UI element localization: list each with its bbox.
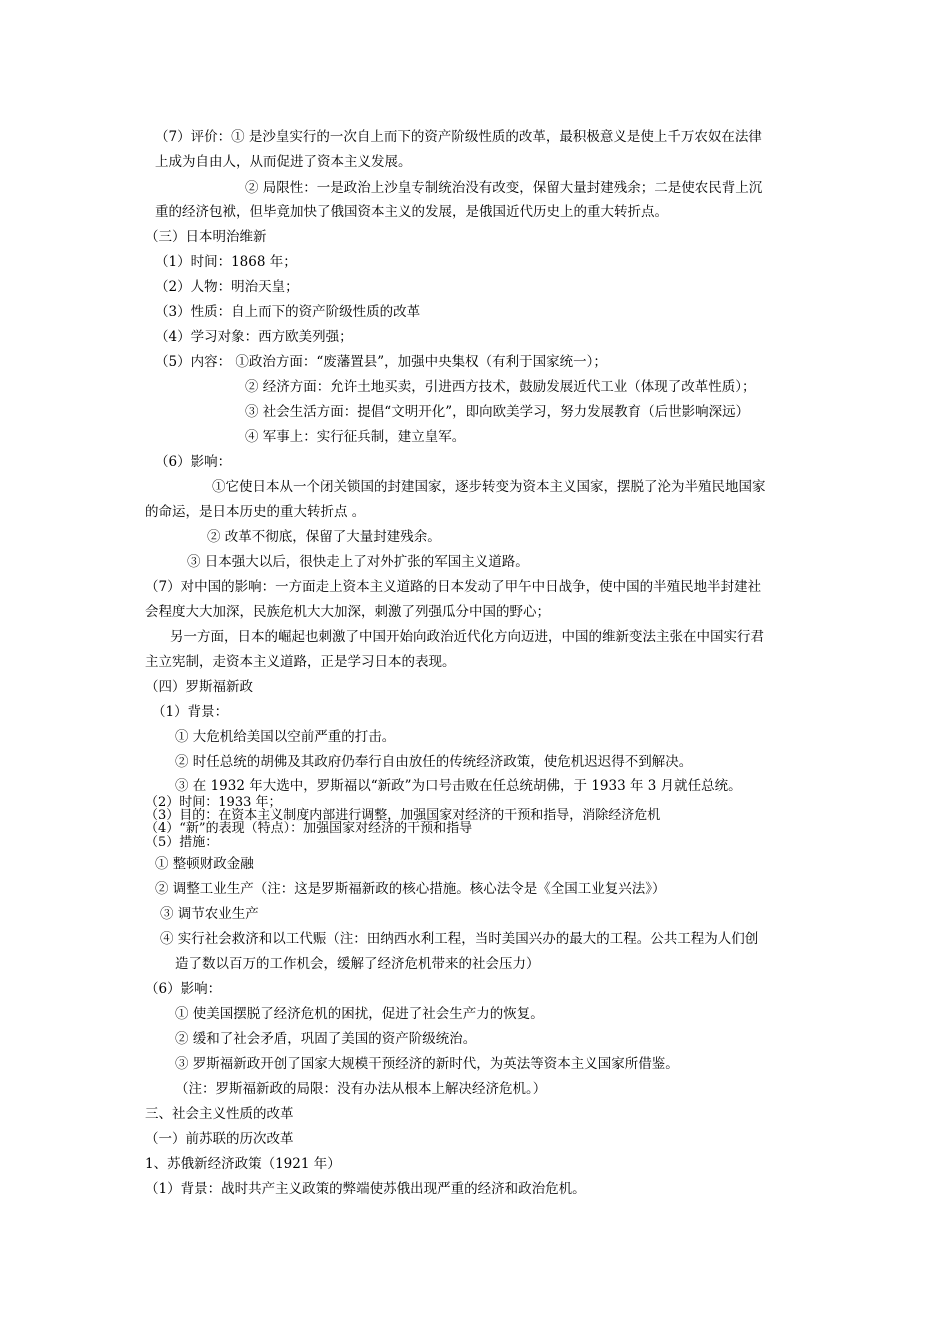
text-line: （5）内容： ①政治方面：“废藩置县”，加强中央集权（有利于国家统一）；: [155, 354, 607, 370]
text-line: （5）措施：: [145, 835, 219, 850]
text-line: 上成为自由人，从而促进了资本主义发展。: [155, 154, 412, 170]
text-line: （2）人物：明治天皇；: [155, 279, 299, 295]
text-line: （3）目的：在资本主义制度内部进行调整，加强国家对经济的干预和指导，消除经济危机: [145, 808, 661, 823]
text-line: ② 时任总统的胡佛及其政府仍奉行自由放任的传统经济政策，使危机迟迟得不到解决。: [175, 754, 693, 770]
text-line: ④ 军事上：实行征兵制，建立皇军。: [245, 429, 466, 445]
section-heading: 三、社会主义性质的改革: [145, 1106, 294, 1122]
section-heading: （一）前苏联的历次改革: [145, 1131, 294, 1147]
text-line: （6）影响：: [145, 981, 222, 997]
text-line: ② 改革不彻底，保留了大量封建残余。: [207, 529, 441, 545]
section-heading: （三）日本明治维新: [145, 229, 267, 245]
text-line: （1）时间：1868 年；: [155, 254, 297, 270]
text-line: 另一方面，日本的崛起也刺激了中国开始向政治近代化方向迈进，中国的维新变法主张在中国实行君: [170, 629, 764, 645]
text-line: 的命运，是日本历史的重大转折点 。: [145, 504, 366, 520]
text-line: 主立宪制，走资本主义道路，正是学习日本的表现。: [145, 654, 456, 670]
text-line: ③ 罗斯福新政开创了国家大规模干预经济的新时代，为英法等资本主义国家所借鉴。: [175, 1056, 679, 1072]
text-line: 重的经济包袱，但毕竟加快了俄国资本主义的发展，是俄国近代历史上的重大转折点。: [155, 204, 668, 220]
text-line: （1）背景：: [152, 704, 229, 720]
text-line: ①它使日本从一个闭关锁国的封建国家，逐步转变为资本主义国家，摆脱了沦为半殖民地国家: [212, 479, 766, 495]
text-line: ② 局限性：一是政治上沙皇专制统治没有改变，保留大量封建残余；二是使农民背上沉: [245, 180, 763, 196]
text-line: ③ 社会生活方面：提倡“文明开化”，即向欧美学习，努力发展教育（后世影响深远）: [245, 404, 750, 420]
text-line: ③ 调节农业生产: [160, 906, 259, 922]
text-line: ④ 实行社会救济和以工代赈（注：田纳西水利工程，当时美国兴办的最大的工程。公共工程为人们创: [160, 931, 759, 947]
text-line: （3）性质：自上而下的资产阶级性质的改革: [155, 304, 421, 320]
section-heading: 1、苏俄新经济政策（1921 年）: [145, 1156, 341, 1172]
text-line: （4）学习对象：西方欧美列强；: [155, 329, 353, 345]
text-line: ① 整顿财政金融: [155, 856, 254, 872]
text-line: 造了数以百万的工作机会，缓解了经济危机带来的社会压力）: [175, 956, 540, 972]
note-line: （注：罗斯福新政的局限：没有办法从根本上解决经济危机。）: [175, 1081, 547, 1097]
text-line: 会程度大大加深，民族危机大大加深，刺激了列强瓜分中国的野心；: [145, 604, 550, 620]
text-line: ① 大危机给美国以空前严重的打击。: [175, 729, 396, 745]
text-line: （7）评价：① 是沙皇实行的一次自上而下的资产阶级性质的改革，最积极意义是使上千万农奴在法律: [155, 129, 762, 145]
text-line: （7）对中国的影响：一方面走上资本主义道路的日本发动了甲午中日战争，使中国的半殖民地半封建社: [145, 579, 762, 595]
text-line: ① 使美国摆脱了经济危机的困扰，促进了社会生产力的恢复。: [175, 1006, 544, 1022]
text-line: ② 经济方面：允许土地买卖，引进西方技术，鼓励发展近代工业（体现了改革性质）；: [245, 379, 756, 395]
text-line: ③ 日本强大以后，很快走上了对外扩张的军国主义道路。: [187, 554, 529, 570]
text-line: ② 缓和了社会矛盾，巩固了美国的资产阶级统治。: [175, 1031, 477, 1047]
text-line: ② 调整工业生产（注：这是罗斯福新政的核心措施。核心法令是《全国工业复兴法》）: [155, 881, 666, 897]
section-heading: （四）罗斯福新政: [145, 679, 253, 695]
text-line: （2）时间：1933 年；: [145, 795, 282, 810]
text-line: ③ 在 1932 年大选中，罗斯福以“新政”为口号击败在任总统胡佛，于 1933 年 3 月就任总统。: [175, 778, 742, 794]
text-line: （6）影响：: [155, 454, 232, 470]
text-line: （4）“新”的表现（特点）：加强国家对经济的干预和指导: [145, 821, 473, 836]
text-line: （1）背景：战时共产主义政策的弊端使苏俄出现严重的经济和政治危机。: [145, 1181, 586, 1197]
